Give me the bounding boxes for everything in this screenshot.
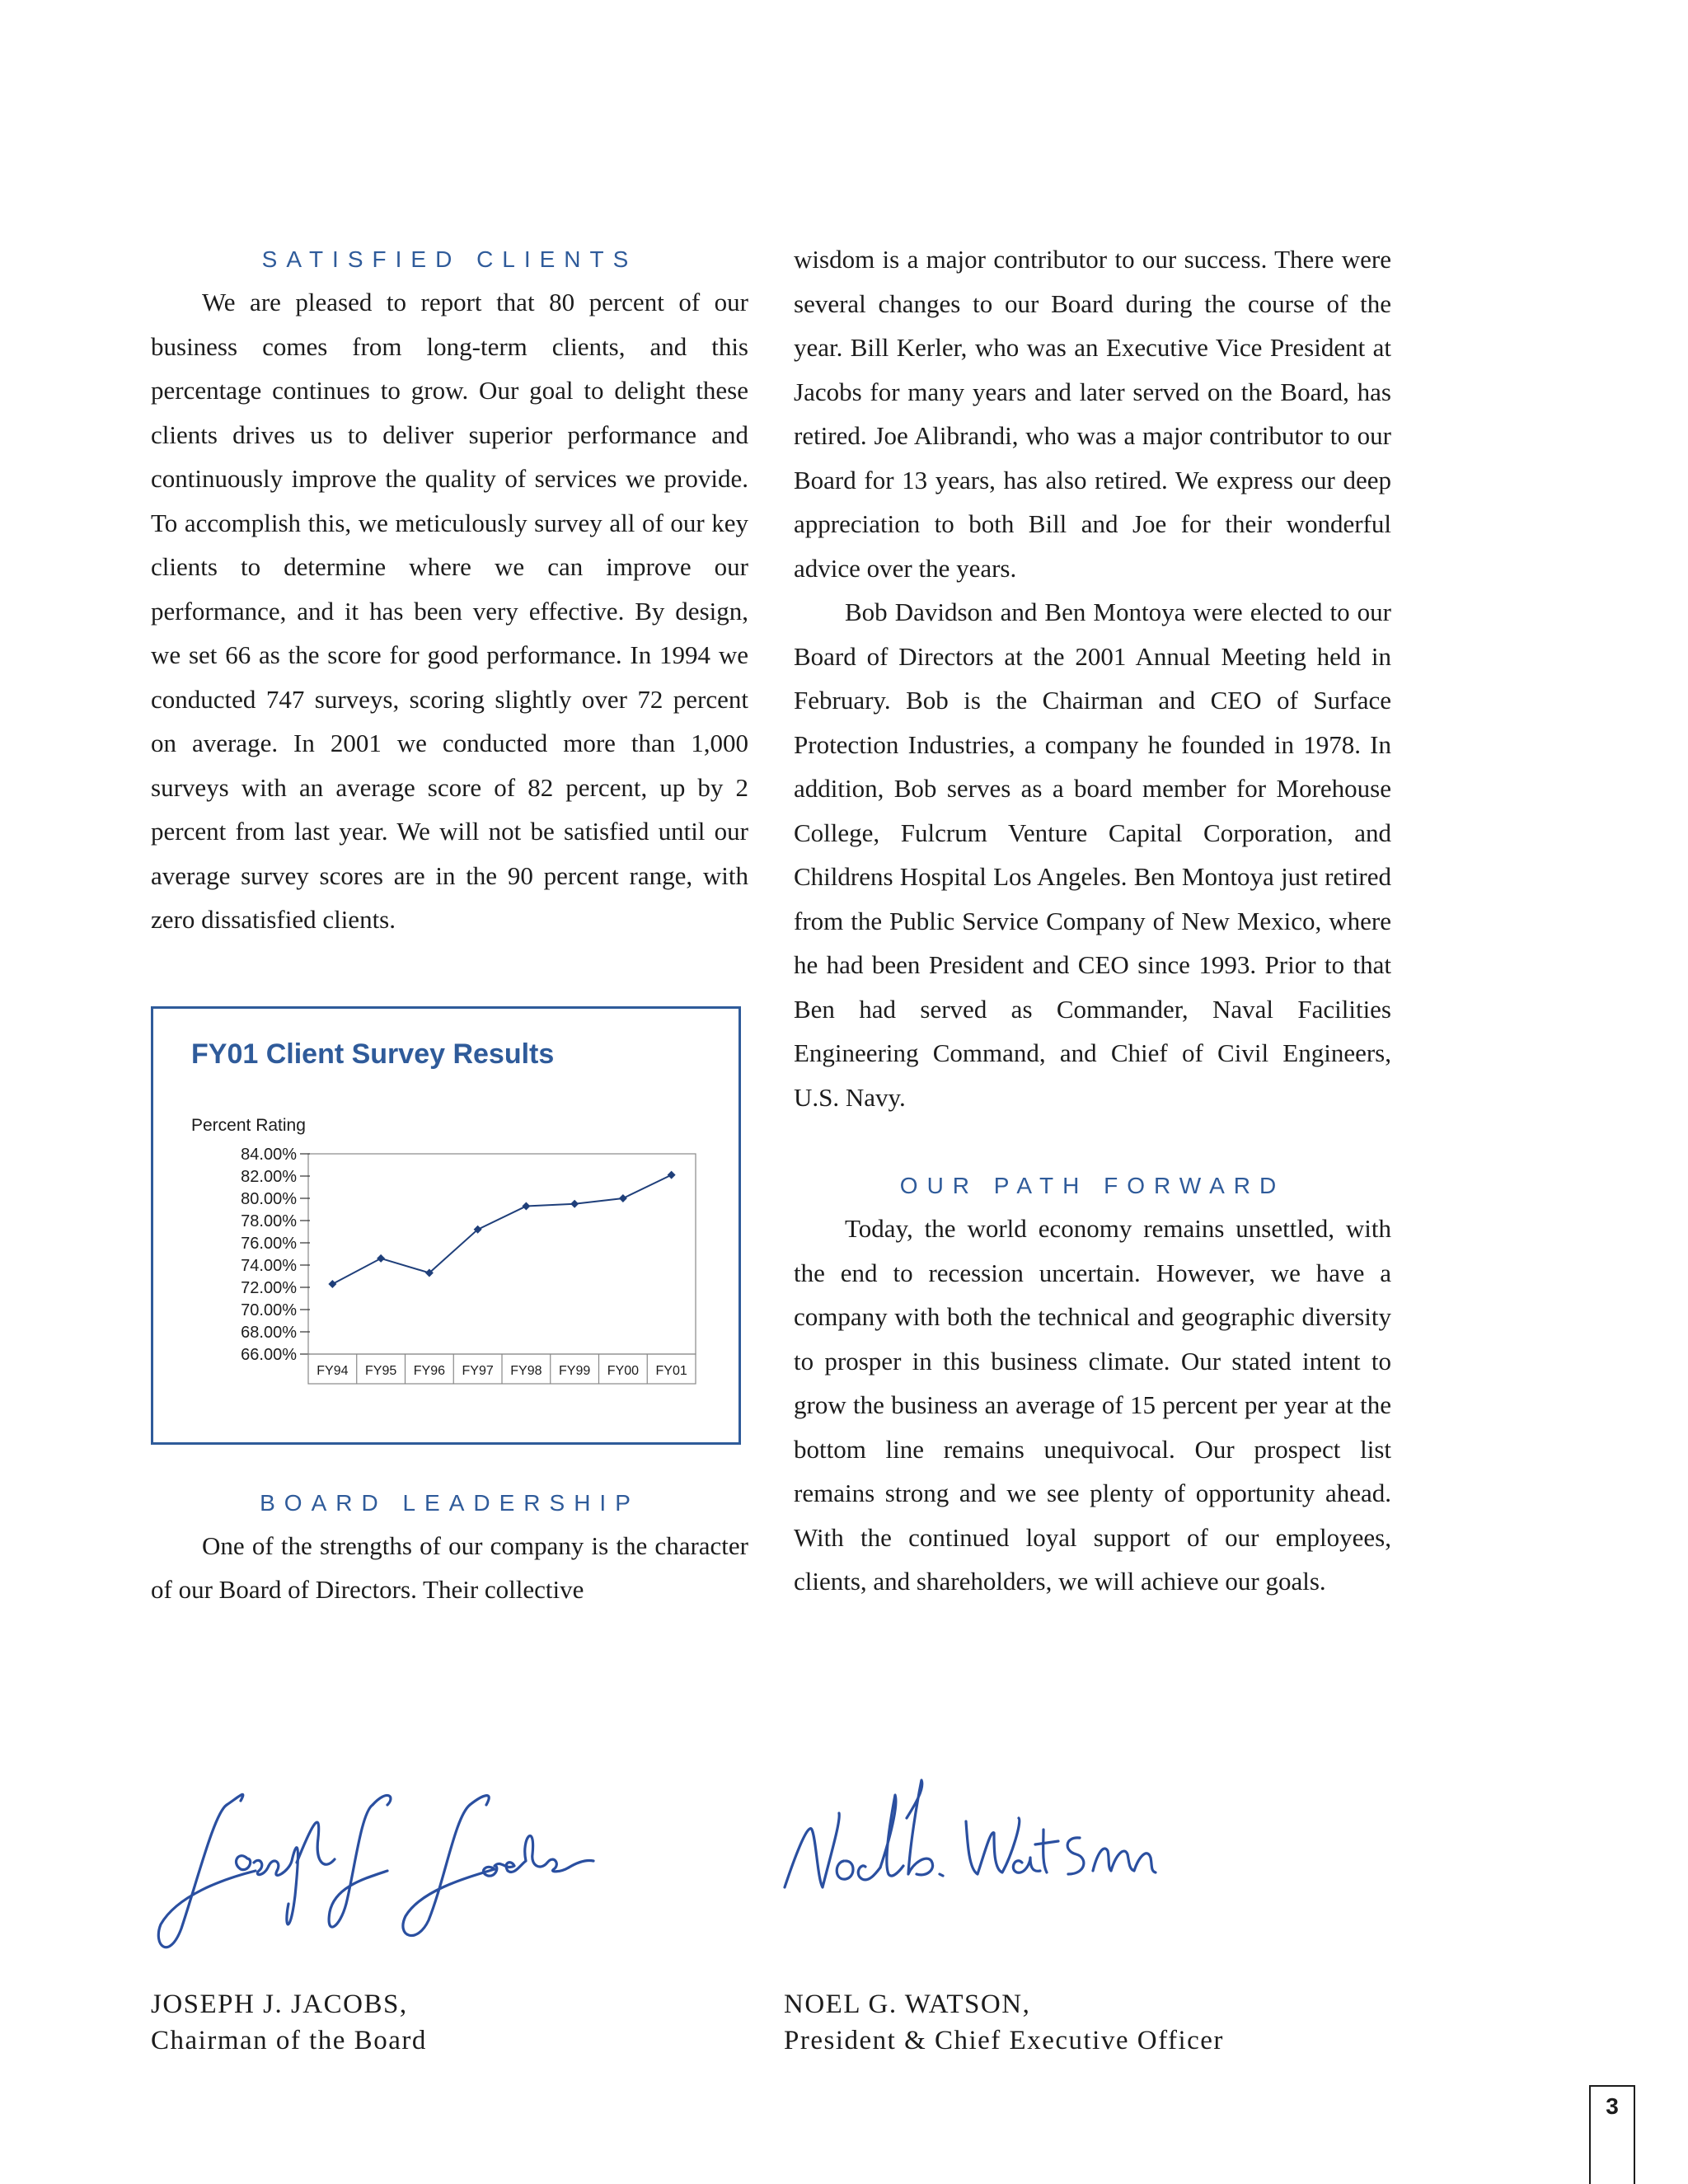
- signer-jacobs-name: JOSEPH J. JACOBS,: [151, 1990, 408, 2019]
- chart-plot: [153, 1009, 738, 1442]
- signer-watson-title: President & Chief Executive Officer: [784, 2026, 1224, 2055]
- signer-jacobs: [151, 1986, 427, 2059]
- data-point: [522, 1202, 530, 1210]
- x-tick-label: FY94: [316, 1363, 349, 1378]
- signer-watson: [784, 1986, 1224, 2059]
- our-path-forward-paragraph: Today, the world economy remains unsettled, with the end to recession uncertain. However, we have a company with both the technical and geographic diversity to prosper in this business climate. Our stated intent to grow the business an average of 15 percent per year at the bottom line remains unequivocal. Our prospect list remains strong and we see plenty of opportunity ahead. With the continued loyal support of our employees, clients, and shareholders, we will achieve our goals.: [794, 1214, 1391, 1596]
- left-column: [151, 237, 748, 1612]
- x-tick-label: FY99: [559, 1363, 591, 1378]
- x-tick-label: FY96: [413, 1363, 445, 1378]
- section-heading-satisfied-clients: SATISFIED CLIENTS: [261, 246, 638, 272]
- x-tick-label: FY01: [655, 1363, 687, 1378]
- series-line: [332, 1174, 671, 1283]
- chart-title: FY01 Client Survey Results: [191, 1038, 555, 1070]
- data-point: [570, 1199, 579, 1207]
- y-tick-label: 80.00%: [241, 1189, 297, 1208]
- y-tick-label: 70.00%: [241, 1301, 297, 1319]
- signer-watson-name: NOEL G. WATSON,: [784, 1990, 1031, 2019]
- page-number: 3: [1589, 2085, 1635, 2184]
- data-point: [377, 1254, 385, 1262]
- signature-joseph-jacobs: [148, 1780, 643, 1974]
- client-survey-chart: [151, 1006, 741, 1445]
- y-tick-label: 82.00%: [241, 1167, 297, 1186]
- y-tick-label: 68.00%: [241, 1323, 297, 1342]
- y-axis-label: Percent Rating: [191, 1115, 306, 1135]
- data-point: [619, 1194, 627, 1202]
- x-tick-label: FY95: [365, 1363, 397, 1378]
- y-tick-label: 66.00%: [241, 1345, 297, 1364]
- signature-noel-watson: [775, 1772, 1269, 1941]
- y-tick-label: 78.00%: [241, 1212, 297, 1230]
- y-tick-label: 84.00%: [241, 1145, 297, 1164]
- y-tick-label: 76.00%: [241, 1234, 297, 1253]
- section-heading-board-leadership: BOARD LEADERSHIP: [260, 1489, 640, 1516]
- satisfied-clients-paragraph: We are pleased to report that 80 percent of our business comes from long-term clients, and this percentage continues to grow. Our goal to delight these clients drives us to deliver superior performance and continuously improve the quality of services we provide. To accomplish this, we meticulously survey all of our key clients to determine where we can improve our performance, and it has been very effective. By design, we set 66 as the score for good performance. In 1994 we conducted 747 surveys, scoring slightly over 72 percent on average. In 2001 we conducted more than 1,000 surveys with an average score of 82 percent, up by 2 percent from last year. We will not be satisfied until our average survey scores are in the 90 percent range, with zero dissatisfied clients.: [151, 288, 748, 934]
- signer-jacobs-title: Chairman of the Board: [151, 2026, 427, 2055]
- section-heading-our-path-forward: OUR PATH FORWARD: [899, 1173, 1286, 1198]
- right-column: [794, 237, 1391, 1604]
- x-tick-label: FY98: [510, 1363, 542, 1378]
- x-tick-label: FY97: [462, 1363, 494, 1378]
- data-point: [668, 1170, 676, 1179]
- plot-frame: [308, 1154, 696, 1354]
- data-point: [328, 1279, 336, 1287]
- y-tick-label: 72.00%: [241, 1278, 297, 1297]
- x-tick-label: FY00: [607, 1363, 639, 1378]
- board-continuation-paragraph: wisdom is a major contributor to our success. There were several changes to our Board during the course of the year. Bill Kerler, who was an Executive Vice President at Jacobs for many years and later served on the Board, has retired. Joe Alibrandi, who was a major contributor to our Board for 13 years, has also retired. We express our deep appreciation to both Bill and Joe for their wonderful advice over the years.: [794, 245, 1391, 583]
- board-paragraph-2: Bob Davidson and Ben Montoya were elected to our Board of Directors at the 2001 Annual Meeting held in February. Bob is the Chairman and CEO of Surface Protection Industries, a company he founded in 1978. In addition, Bob serves as a board member for Morehouse College, Fulcrum Venture Capital Corporation, and Childrens Hospital Los Angeles. Ben Montoya just retired from the Public Service Company of New Mexico, where he had been President and CEO since 1993. Prior to that Ben had served as Commander, Naval Facilities Engineering Command, and Chief of Civil Engineers, U.S. Navy.: [794, 598, 1391, 1112]
- y-tick-label: 74.00%: [241, 1256, 297, 1275]
- board-leadership-paragraph: One of the strengths of our company is the character of our Board of Directors. Their collective: [151, 1530, 748, 1604]
